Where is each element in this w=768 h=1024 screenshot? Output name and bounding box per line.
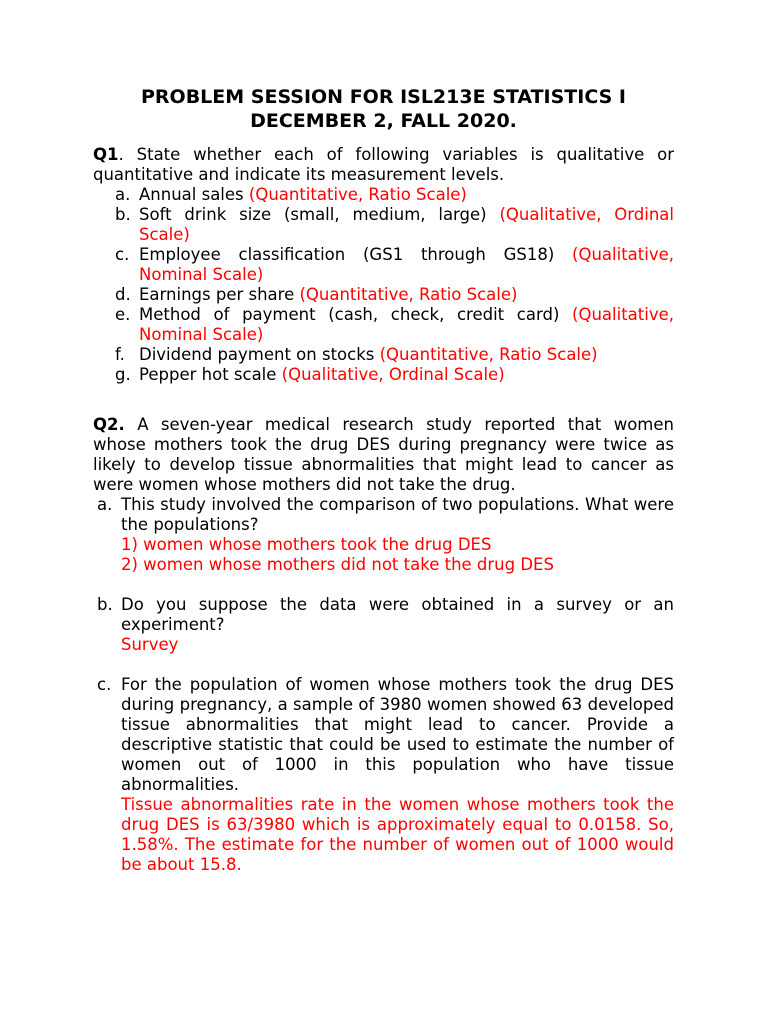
title-line-2: DECEMBER 2, FALL 2020. <box>250 110 517 132</box>
q1-item-c <box>93 245 674 285</box>
q2-prompt <box>93 415 674 495</box>
q2-item-answer: Tissue abnormalities rate in the women whose mothers took the drug DES is 63/3980 which is approximately equal to 0.0158. So, 1.58%. The estimate for the number of women out of 1000 would be about 15.8. <box>121 795 674 874</box>
q2-label: Q2. <box>93 415 125 434</box>
q2-item-c <box>93 675 674 875</box>
q1-item-e <box>93 305 674 345</box>
q1-label: Q1 <box>93 145 119 164</box>
document-page <box>93 85 674 875</box>
q2-item-marker: c. <box>97 675 112 694</box>
q2-item-b <box>93 595 674 655</box>
q2-item-text: Do you suppose the data were obtained in a survey or an experiment? <box>121 595 674 634</box>
q1-item-answer: (Qualitative, Ordinal Scale) <box>139 205 674 244</box>
q2-item-text: For the population of women whose mothers took the drug DES during pregnancy, a sample of 3980 women showed 63 developed tissue abnormalities that might lead to cancer. Provide a descriptive statistic that could be used to estimate the number of women out of 1000 in this population who have tissue abnormalities. <box>121 675 674 794</box>
title-line-1: PROBLEM SESSION FOR ISL213E STATISTICS I <box>140 86 626 108</box>
q1-item-text: Earnings per share <box>139 285 300 304</box>
q2-item-marker: a. <box>97 495 113 514</box>
q2-item-a <box>93 495 674 575</box>
q1-prompt <box>93 145 674 185</box>
q1-item-b <box>93 205 674 245</box>
q2-item-text: This study involved the comparison of two populations. What were the populations? <box>121 495 674 534</box>
q1-item-text: Dividend payment on stocks <box>139 345 380 364</box>
q2-item-answer: 1) women whose mothers took the drug DES <box>121 535 492 554</box>
q2-item-answer: 2) women whose mothers did not take the drug DES <box>121 555 554 574</box>
q1-item-answer: (Quantitative, Ratio Scale) <box>299 285 518 304</box>
q1-item-answer: (Qualitative, Ordinal Scale) <box>281 365 505 384</box>
q1-item-text: Annual sales <box>139 185 249 204</box>
q1-item-answer: (Qualitative, Nominal Scale) <box>139 305 674 344</box>
q1-item-g <box>93 365 674 385</box>
q1-item-text: Employee classification (GS1 through GS18) <box>139 245 573 264</box>
q1-item-text: Pepper hot scale <box>139 365 282 384</box>
q1-item-marker: d. <box>115 285 131 304</box>
q1-item-f <box>93 345 674 365</box>
q1-text: . State whether each of following variables is qualitative or quantitative and indicate its measurement levels. <box>93 145 674 184</box>
q2-item-list <box>93 495 674 875</box>
q1-item-answer: (Qualitative, Nominal Scale) <box>139 245 674 284</box>
q1-item-marker: a. <box>115 185 131 204</box>
q1-item-a <box>93 185 674 205</box>
q2-item-answer: Survey <box>121 635 179 654</box>
q1-item-list <box>93 185 674 385</box>
q1-item-d <box>93 285 674 305</box>
q2-item-marker: b. <box>97 595 113 614</box>
q1-item-marker: c. <box>115 245 130 264</box>
q2-text: A seven-year medical research study reported that women whose mothers took the drug DES during pregnancy were twice as likely to develop tissue abnormalities that might lead to cancer as were women whose mothers did not take the drug. <box>93 415 674 494</box>
q1-item-marker: g. <box>115 365 131 384</box>
q1-item-text: Soft drink size (small, medium, large) <box>139 205 500 224</box>
q1-item-answer: (Quantitative, Ratio Scale) <box>379 345 598 364</box>
q1-item-marker: b. <box>115 205 131 224</box>
document-title <box>93 85 674 133</box>
q1-item-text: Method of payment (cash, check, credit card) <box>139 305 573 324</box>
q1-item-marker: f. <box>115 345 125 364</box>
q1-item-marker: e. <box>115 305 131 324</box>
q1-item-answer: (Quantitative, Ratio Scale) <box>248 185 467 204</box>
